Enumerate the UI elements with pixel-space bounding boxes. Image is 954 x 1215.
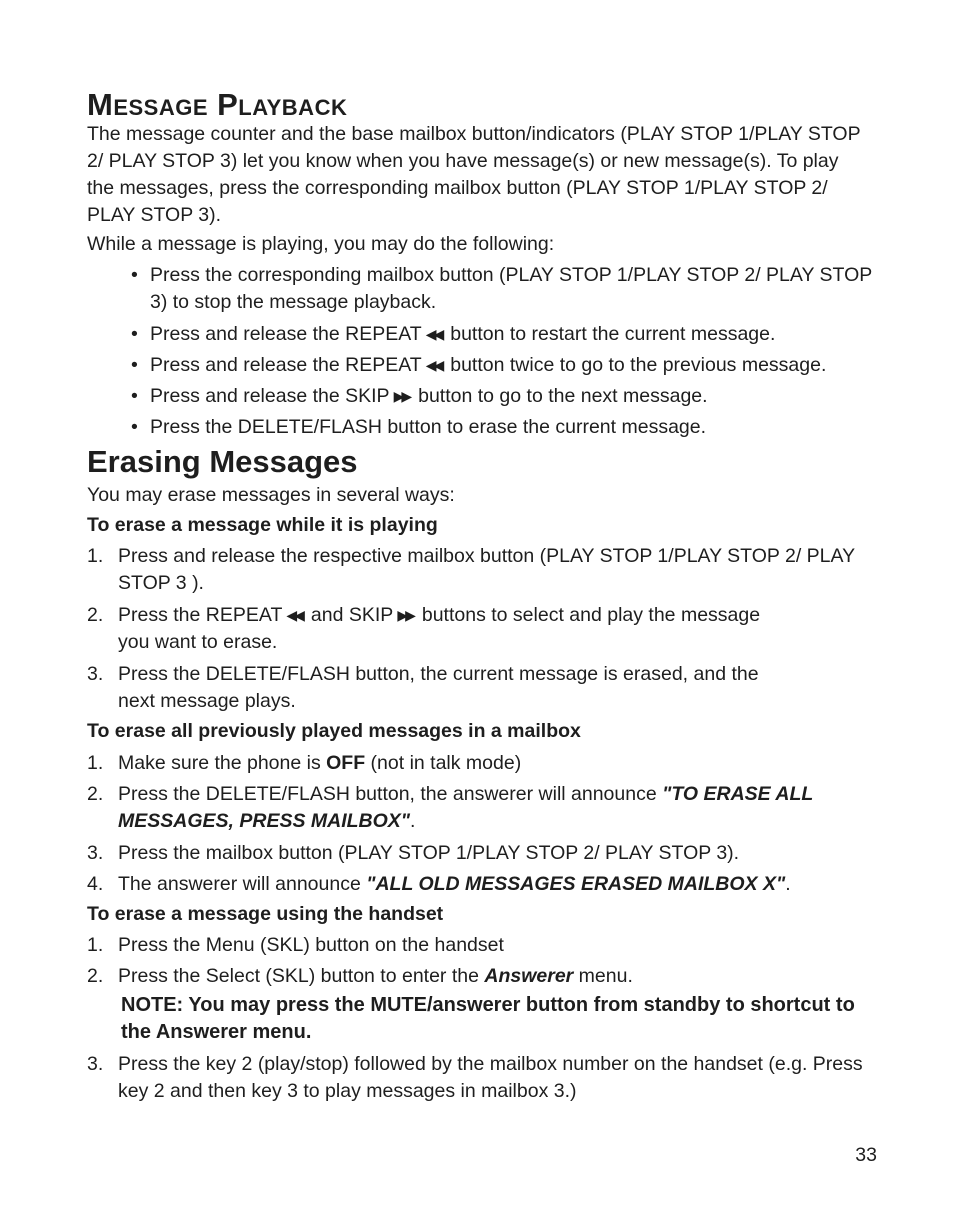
step-text-b: and SKIP bbox=[310, 604, 394, 626]
erasing-intro: You may erase messages in several ways: bbox=[87, 484, 455, 506]
step-item bbox=[87, 963, 877, 990]
step-text: Press the key 2 (play/stop) followed by the mailbox number on the handset (e.g. Press key 2 and then key 3 to play messages in mailbox 3.) bbox=[118, 1053, 863, 1102]
bullet-text: Press the DELETE/FLASH button to erase the current message. bbox=[150, 416, 707, 438]
step-text-pre: Press the Select (SKL) button to enter the bbox=[118, 965, 479, 987]
fast-forward-icon: ▶▶ bbox=[397, 607, 413, 623]
step-text-quote: "ALL OLD MESSAGES ERASED MAILBOX X" bbox=[366, 873, 786, 895]
step-item bbox=[87, 750, 877, 777]
bullet-item-repeat-previous bbox=[131, 352, 877, 379]
step-number: 4. bbox=[87, 873, 104, 895]
playback-while-playing: While a message is playing, you may do the following: bbox=[87, 233, 555, 255]
bullet-text-post: button twice to go to the previous message. bbox=[450, 354, 827, 376]
subheading-erase-while-playing: To erase a message while it is playing bbox=[87, 514, 438, 536]
bullet-text-pre: Press and release the REPEAT bbox=[150, 354, 422, 376]
rewind-icon: ◀◀ bbox=[425, 357, 442, 373]
bullet-text-pre: Press and release the SKIP bbox=[150, 385, 390, 407]
subheading-erase-all-played: To erase all previously played messages in a mailbox bbox=[87, 720, 581, 742]
bullet-item-stop bbox=[131, 262, 877, 316]
step-text-c: buttons to select and play the message bbox=[421, 604, 761, 626]
step-text-a: Press the DELETE/FLASH button, the current message is erased, and the bbox=[118, 663, 759, 685]
step-item bbox=[87, 932, 877, 959]
step-item bbox=[87, 781, 877, 835]
bullet-text-pre: Press and release the REPEAT bbox=[150, 323, 422, 345]
step-text: Press and release the respective mailbox button (PLAY STOP 1/PLAY STOP 2/ PLAY STOP 3 ). bbox=[118, 545, 855, 594]
step-item bbox=[87, 1051, 877, 1105]
step-text-post: . bbox=[410, 810, 416, 832]
step-text: Press the Menu (SKL) button on the handset bbox=[118, 934, 504, 956]
step-text-a: Press the REPEAT bbox=[118, 604, 283, 626]
note-mute-answerer-shortcut: NOTE: You may press the MUTE/answerer button from standby to shortcut to the Answerer menu. bbox=[121, 994, 855, 1043]
step-text: Press the mailbox button (PLAY STOP 1/PLAY STOP 2/ PLAY STOP 3). bbox=[118, 842, 740, 864]
step-item bbox=[87, 661, 877, 715]
step-item bbox=[87, 871, 877, 898]
step-item bbox=[87, 543, 877, 597]
step-number: 2. bbox=[87, 965, 104, 987]
subheading-erase-using-handset: To erase a message using the handset bbox=[87, 903, 444, 925]
bullet-dot: • bbox=[131, 264, 138, 286]
step-text-post: . bbox=[785, 873, 791, 895]
manual-page bbox=[87, 0, 877, 1215]
bullet-dot: • bbox=[131, 385, 138, 407]
fast-forward-icon: ▶▶ bbox=[393, 388, 410, 404]
step-text-d: you want to erase. bbox=[118, 631, 278, 653]
step-text-pre: Make sure the phone is bbox=[118, 752, 321, 774]
step-number: 1. bbox=[87, 752, 104, 774]
step-text-bold: OFF bbox=[326, 752, 366, 774]
playback-intro: The message counter and the base mailbox button/indicators (PLAY STOP 1/PLAY STOP 2/ PLAY STOP 3) let you know when you have message(s) or new message(s). To play the messages, press the corresponding mailbox button (PLAY STOP 1/PLAY STOP 2/ PLAY STOP 3). bbox=[87, 123, 861, 226]
step-text-post: menu. bbox=[578, 965, 633, 987]
step-text-quote-2: MESSAGES, PRESS MAILBOX" bbox=[118, 810, 411, 832]
bullet-item-skip bbox=[131, 383, 877, 410]
step-number: 2. bbox=[87, 783, 104, 805]
bullet-dot: • bbox=[131, 354, 138, 376]
bullet-text-post: button to restart the current message. bbox=[450, 323, 776, 345]
step-text-quote-1: "TO ERASE ALL bbox=[662, 783, 814, 805]
rewind-icon: ◀◀ bbox=[286, 607, 302, 623]
step-text-pre: Press the DELETE/FLASH button, the answerer will announce bbox=[118, 783, 657, 805]
step-item bbox=[87, 840, 877, 867]
step-number: 1. bbox=[87, 934, 104, 956]
step-text-pre: The answerer will announce bbox=[118, 873, 361, 895]
bullet-dot: • bbox=[131, 323, 138, 345]
bullet-text: Press the corresponding mailbox button (PLAY STOP 1/PLAY STOP 2/ PLAY STOP 3) to stop the message playback. bbox=[150, 264, 872, 313]
section-heading-erasing-messages: Erasing Messages bbox=[87, 444, 358, 479]
step-text-bold: Answerer bbox=[484, 965, 574, 987]
rewind-icon: ◀◀ bbox=[425, 326, 442, 342]
bullet-text-post: button to go to the next message. bbox=[418, 385, 708, 407]
step-item bbox=[87, 602, 877, 656]
step-text-b: next message plays. bbox=[118, 690, 296, 712]
step-number: 3. bbox=[87, 842, 104, 864]
step-text-post: (not in talk mode) bbox=[370, 752, 522, 774]
step-number: 3. bbox=[87, 1053, 104, 1075]
page-number: 33 bbox=[855, 1144, 877, 1166]
step-number: 2. bbox=[87, 604, 104, 626]
step-number: 3. bbox=[87, 663, 104, 685]
step-number: 1. bbox=[87, 545, 104, 567]
bullet-item-repeat-restart bbox=[131, 321, 877, 348]
section-heading-message-playback: Message Playback bbox=[87, 87, 348, 122]
bullet-item-delete bbox=[131, 414, 877, 441]
bullet-dot: • bbox=[131, 416, 138, 438]
